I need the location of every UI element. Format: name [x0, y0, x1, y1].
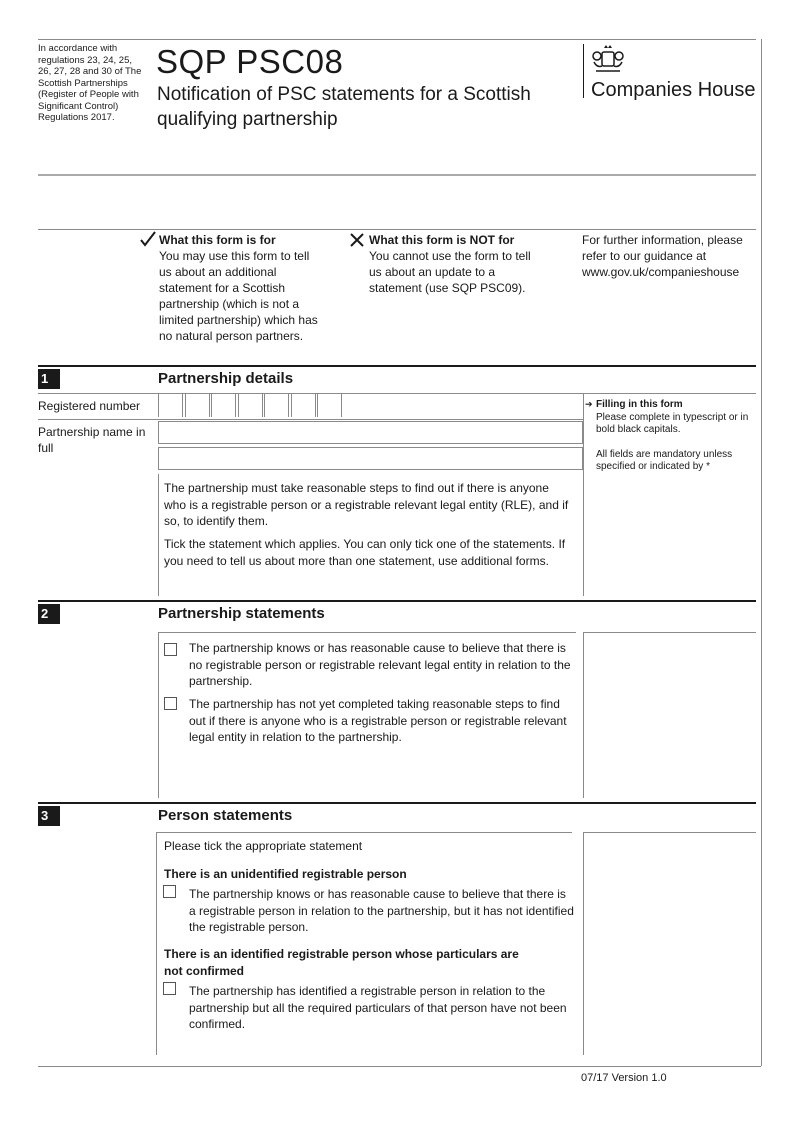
- info-text: For further information, please refer to our guidance at www.gov.uk/companieshouse: [582, 233, 743, 279]
- header-divider: [38, 174, 756, 176]
- section1-rule: [38, 365, 756, 367]
- royal-coat-of-arms-icon: [591, 44, 625, 74]
- registered-number-input[interactable]: [158, 393, 365, 417]
- sidebar1-divider: [583, 393, 584, 596]
- for-heading: What this form is for: [159, 233, 276, 247]
- sidebar1-rule: [583, 393, 756, 394]
- regulations-note: In accordance with regulations 23, 24, 25, 26, 27, 28 and 30 of The Scottish Partnerships (Register of People with Significant Control) Regulations 2017.: [38, 43, 142, 123]
- statement-no-registrable-person-checkbox[interactable]: [164, 643, 177, 656]
- top-border: [38, 39, 756, 40]
- section3-number: 3: [38, 806, 60, 826]
- section2-number: 2: [38, 604, 60, 624]
- version-label: 07/17 Version 1.0: [581, 1072, 667, 1084]
- section3-instruction: Please tick the appropriate statement: [164, 839, 363, 853]
- sidebar-heading: Filling in this form: [596, 399, 683, 410]
- partnership-name-label: Partnership name in full: [38, 425, 146, 455]
- section3-box-top: [156, 832, 572, 833]
- footer-rule: [38, 1066, 761, 1067]
- statement-steps-not-completed-checkbox[interactable]: [164, 697, 177, 710]
- sidebar2-divider: [583, 632, 584, 798]
- brand-name: Companies House: [591, 79, 756, 101]
- section3-box-left: [156, 832, 157, 1055]
- partnership-name-input-line1[interactable]: [158, 421, 583, 444]
- identified-person-checkbox[interactable]: [163, 982, 176, 995]
- section1-note-para1: The partnership must take reasonable steps to find out if there is anyone who is a registrable person or a registrable relevant legal entity (RLE), and if so, to identify them.: [164, 481, 569, 528]
- cross-icon: [350, 233, 364, 247]
- not-for-text: You cannot use the form to tell us about an update to a statement (use SQP PSC09).: [369, 249, 531, 295]
- unidentified-person-checkbox[interactable]: [163, 885, 176, 898]
- sidebar3-divider: [583, 832, 584, 1055]
- right-border: [761, 39, 762, 1066]
- arrow-right-icon: ➔: [585, 399, 593, 409]
- reg-number-row-rule: [38, 419, 583, 420]
- registered-number-label: Registered number: [38, 399, 141, 413]
- not-for-heading: What this form is NOT for: [369, 233, 515, 247]
- sidebar-text1: Please complete in typescript or in bold black capitals.: [596, 412, 749, 435]
- for-text: You may use this form to tell us about an additional statement for a Scottish partnership (which is not a limited partnership) which has no natural person partners.: [159, 249, 318, 343]
- section2-box-top: [158, 632, 576, 633]
- identified-person-heading: There is an identified registrable person whose particulars are not confirmed: [164, 947, 519, 978]
- section1-title: Partnership details: [158, 370, 294, 387]
- section1-note-para2: Tick the statement which applies. You can only tick one of the statements. If you need to tell us about more than one statement, use additional forms.: [164, 537, 566, 568]
- tick-icon: [140, 231, 156, 247]
- section3-title: Person statements: [158, 807, 293, 824]
- sidebar-text2: All fields are mandatory unless specified or indicated by *: [596, 449, 733, 472]
- statement-steps-not-completed-text: The partnership has not yet completed taking reasonable steps to find out if there is anyone who is a registrable person or registrable relevant legal entity in relation to the partnership.: [189, 697, 567, 744]
- statement-no-registrable-person-text: The partnership knows or has reasonable cause to believe that there is no registrable person or registrable relevant legal entity in relation to the partnership.: [189, 641, 571, 688]
- form-title: Notification of PSC statements for a Scottish qualifying partnership: [157, 84, 531, 130]
- intro-top-rule: [38, 229, 756, 230]
- section2-title: Partnership statements: [158, 605, 325, 622]
- identified-person-text: The partnership has identified a registrable person in relation to the partnership but all the required particulars of that person have not been confirmed.: [189, 984, 567, 1031]
- note1-left-rule: [158, 474, 159, 596]
- section2-rule: [38, 600, 756, 602]
- sidebar3-rule: [583, 832, 756, 833]
- sidebar2-rule: [583, 632, 756, 633]
- section1-number: 1: [38, 369, 60, 389]
- section2-box-left: [158, 632, 159, 798]
- brand-divider: [583, 44, 584, 98]
- unidentified-person-text: The partnership knows or has reasonable cause to believe that there is a registrable person in relation to the partnership, but it has not identified the registrable person.: [189, 887, 574, 934]
- partnership-name-input-line2[interactable]: [158, 447, 583, 470]
- form-code: SQP PSC08: [156, 43, 344, 80]
- section3-rule: [38, 802, 756, 804]
- unidentified-person-heading: There is an unidentified registrable person: [164, 867, 407, 881]
